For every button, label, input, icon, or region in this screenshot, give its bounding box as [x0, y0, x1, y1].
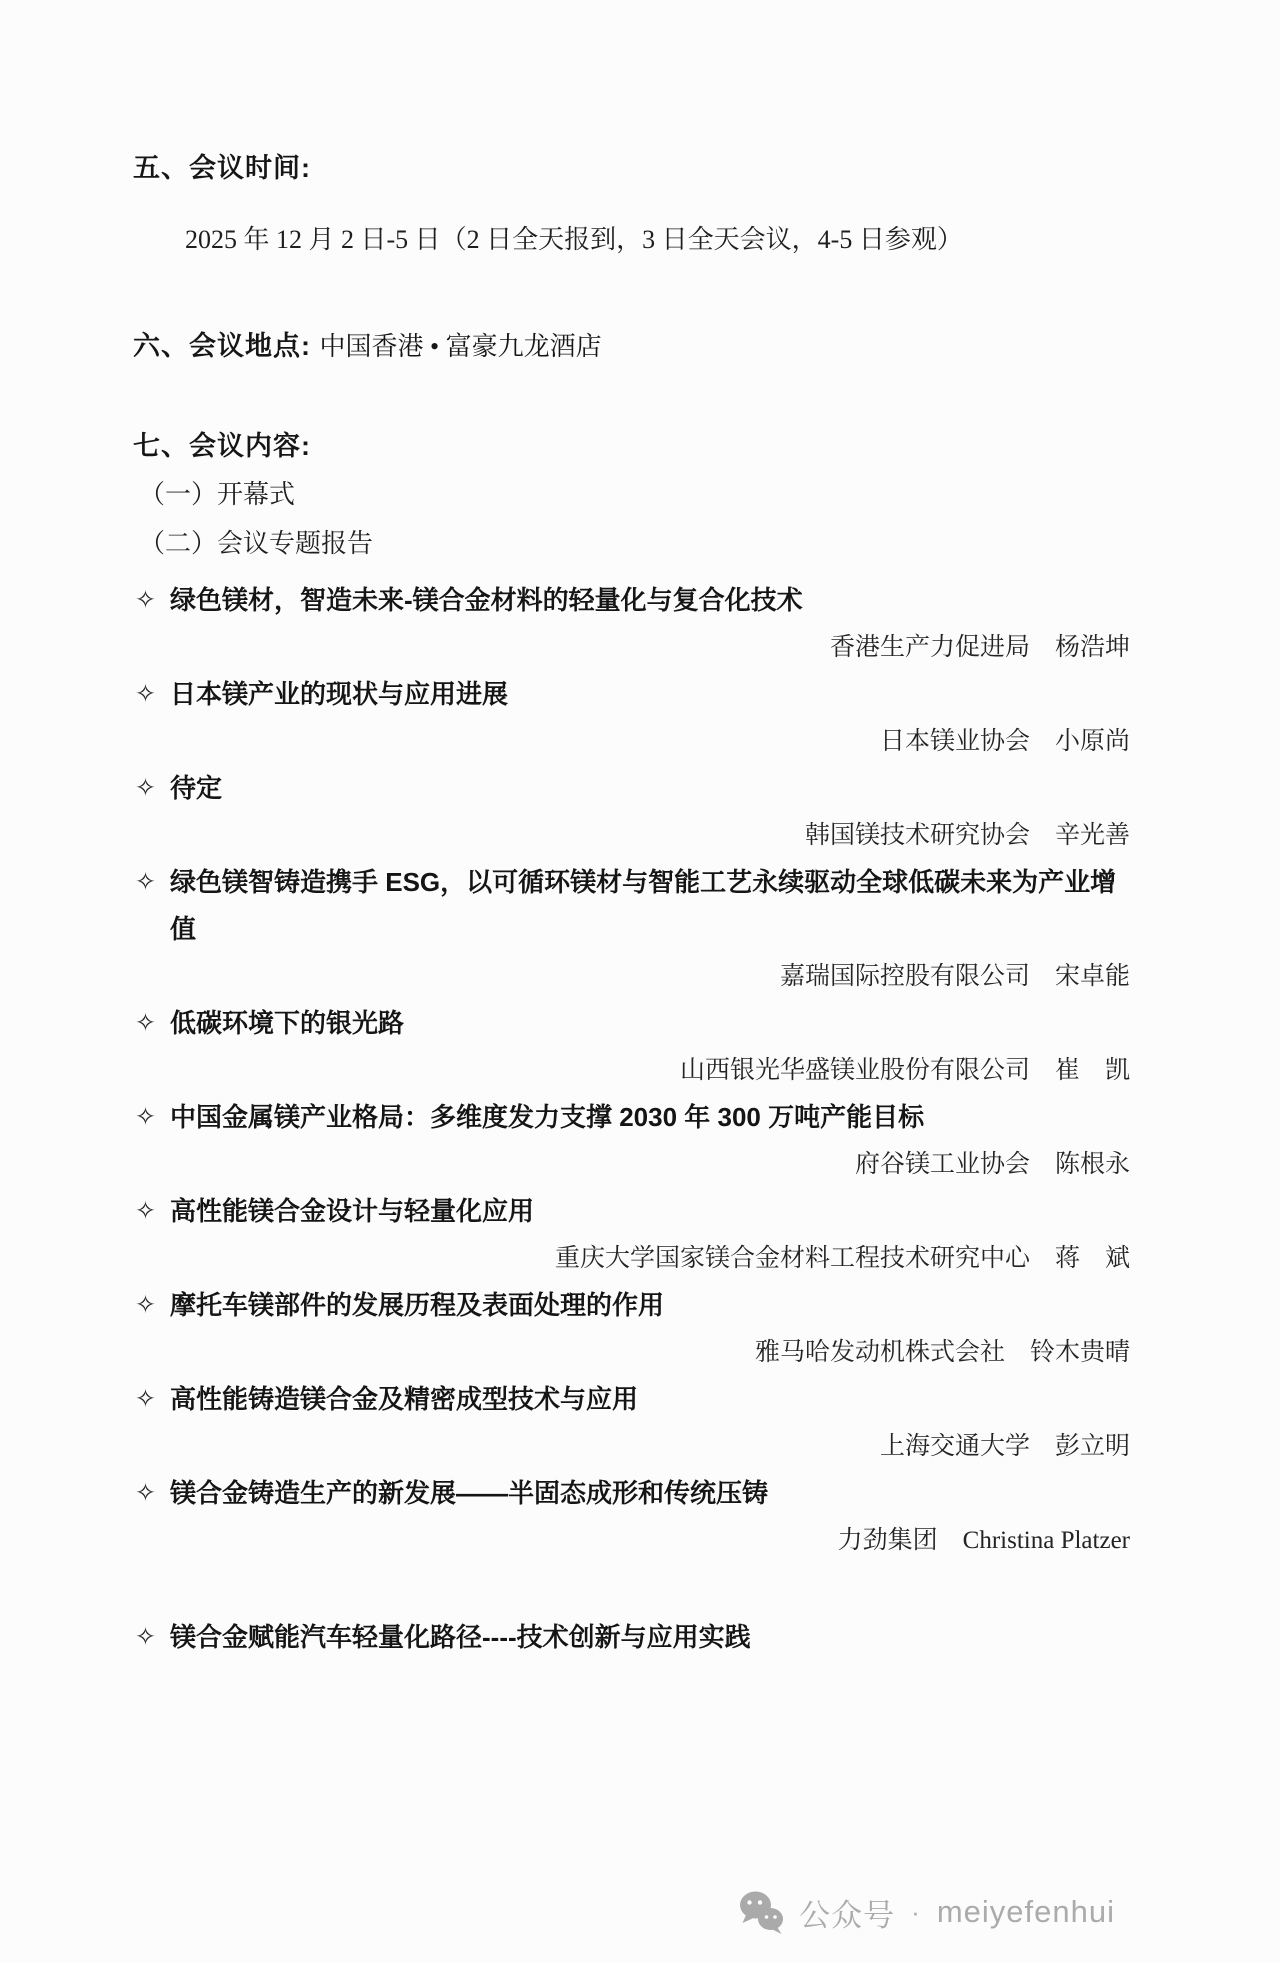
agenda-topic [133, 1188, 1130, 1235]
agenda-speaker: 日本镁业协会 小原尚 [879, 728, 1130, 755]
diamond-bullet-icon: ✧ [135, 586, 156, 614]
section-time-detail: 2025 年 12 月 2 日-5 日（2 日全天报到，3 日全天会议，4-5 日参观） [185, 225, 963, 254]
agenda-topic-continuation: 值 [170, 914, 197, 944]
diamond-bullet-icon: ✧ [135, 680, 156, 708]
agenda-topic [133, 1282, 1130, 1329]
footer-separator: · [911, 1896, 921, 1927]
agenda-topic-text: 日本镁产业的现状与应用进展 [170, 679, 509, 709]
content-sub-reports: （二）会议专题报告 [139, 529, 374, 558]
agenda-topic-text: 待定 [170, 773, 223, 803]
diamond-bullet-icon: ✧ [135, 774, 156, 802]
agenda-speaker: 上海交通大学 彭立明 [879, 1433, 1130, 1460]
wechat-icon [737, 1889, 785, 1935]
agenda-speaker: 嘉瑞国际控股有限公司 宋卓能 [779, 963, 1130, 990]
agenda-topic-text: 高性能铸造镁合金及精密成型技术与应用 [170, 1384, 639, 1414]
agenda-speaker: 韩国镁技术研究协会 辛光善 [804, 822, 1130, 849]
agenda-topic-text: 高性能镁合金设计与轻量化应用 [170, 1196, 535, 1226]
agenda-speaker: 府谷镁工业协会 陈根永 [854, 1151, 1130, 1178]
agenda-speaker: 山西银光华盛镁业股份有限公司 崔 凯 [679, 1057, 1130, 1084]
agenda-speaker: 雅马哈发动机株式会社 铃木贵晴 [754, 1339, 1130, 1366]
agenda-topic-text: 摩托车镁部件的发展历程及表面处理的作用 [170, 1290, 665, 1320]
section-content-heading: 七、会议内容: [133, 431, 311, 461]
document-page [133, 152, 1130, 1661]
agenda-list [133, 577, 1130, 1661]
agenda-speaker: 香港生产力促进局 杨浩坤 [829, 634, 1130, 661]
diamond-bullet-icon: ✧ [135, 1197, 156, 1225]
diamond-bullet-icon: ✧ [135, 1623, 156, 1651]
agenda-topic [133, 1470, 1130, 1517]
agenda-topic [133, 1376, 1130, 1423]
agenda-topic-text: 镁合金赋能汽车轻量化路径----技术创新与应用实践 [170, 1622, 751, 1652]
venue-heading-label: 六、会议地点: [133, 331, 311, 361]
agenda-speaker: 重庆大学国家镁合金材料工程技术研究中心 蒋 斌 [554, 1245, 1130, 1272]
section-venue-heading [133, 330, 1130, 363]
content-sub-opening: （一）开幕式 [139, 480, 296, 509]
agenda-topic-text: 中国金属镁产业格局：多维度发力支撑 2030 年 300 万吨产能目标 [170, 1102, 925, 1132]
diamond-bullet-icon: ✧ [135, 1385, 156, 1413]
agenda-topic [133, 1094, 1130, 1141]
venue-detail: 中国香港 • 富豪九龙酒店 [319, 332, 602, 361]
footer-label: 公众号 [799, 1897, 896, 1933]
agenda-topic-text: 绿色镁智铸造携手 ESG，以可循环镁材与智能工艺永续驱动全球低碳未来为产业增 [170, 867, 1117, 897]
agenda-speaker: 力劲集团 Christina Platzer [837, 1527, 1130, 1554]
section-time-heading: 五、会议时间: [133, 153, 311, 183]
agenda-topic-text: 低碳环境下的银光路 [170, 1008, 405, 1038]
agenda-topic [133, 577, 1130, 624]
agenda-topic [133, 765, 1130, 812]
agenda-topic-text: 绿色镁材，智造未来-镁合金材料的轻量化与复合化技术 [170, 585, 803, 615]
diamond-bullet-icon: ✧ [135, 1009, 156, 1037]
footer-account: meiyefenhui [936, 1894, 1115, 1929]
wechat-footer [737, 1889, 1115, 1935]
agenda-topic [133, 671, 1130, 718]
agenda-topic-text: 镁合金铸造生产的新发展——半固态成形和传统压铸 [170, 1478, 769, 1508]
diamond-bullet-icon: ✧ [135, 1479, 156, 1507]
agenda-topic [133, 859, 1130, 906]
agenda-topic [133, 1000, 1130, 1047]
agenda-topic [133, 1614, 1130, 1661]
diamond-bullet-icon: ✧ [135, 1291, 156, 1319]
diamond-bullet-icon: ✧ [135, 868, 156, 896]
diamond-bullet-icon: ✧ [135, 1103, 156, 1131]
